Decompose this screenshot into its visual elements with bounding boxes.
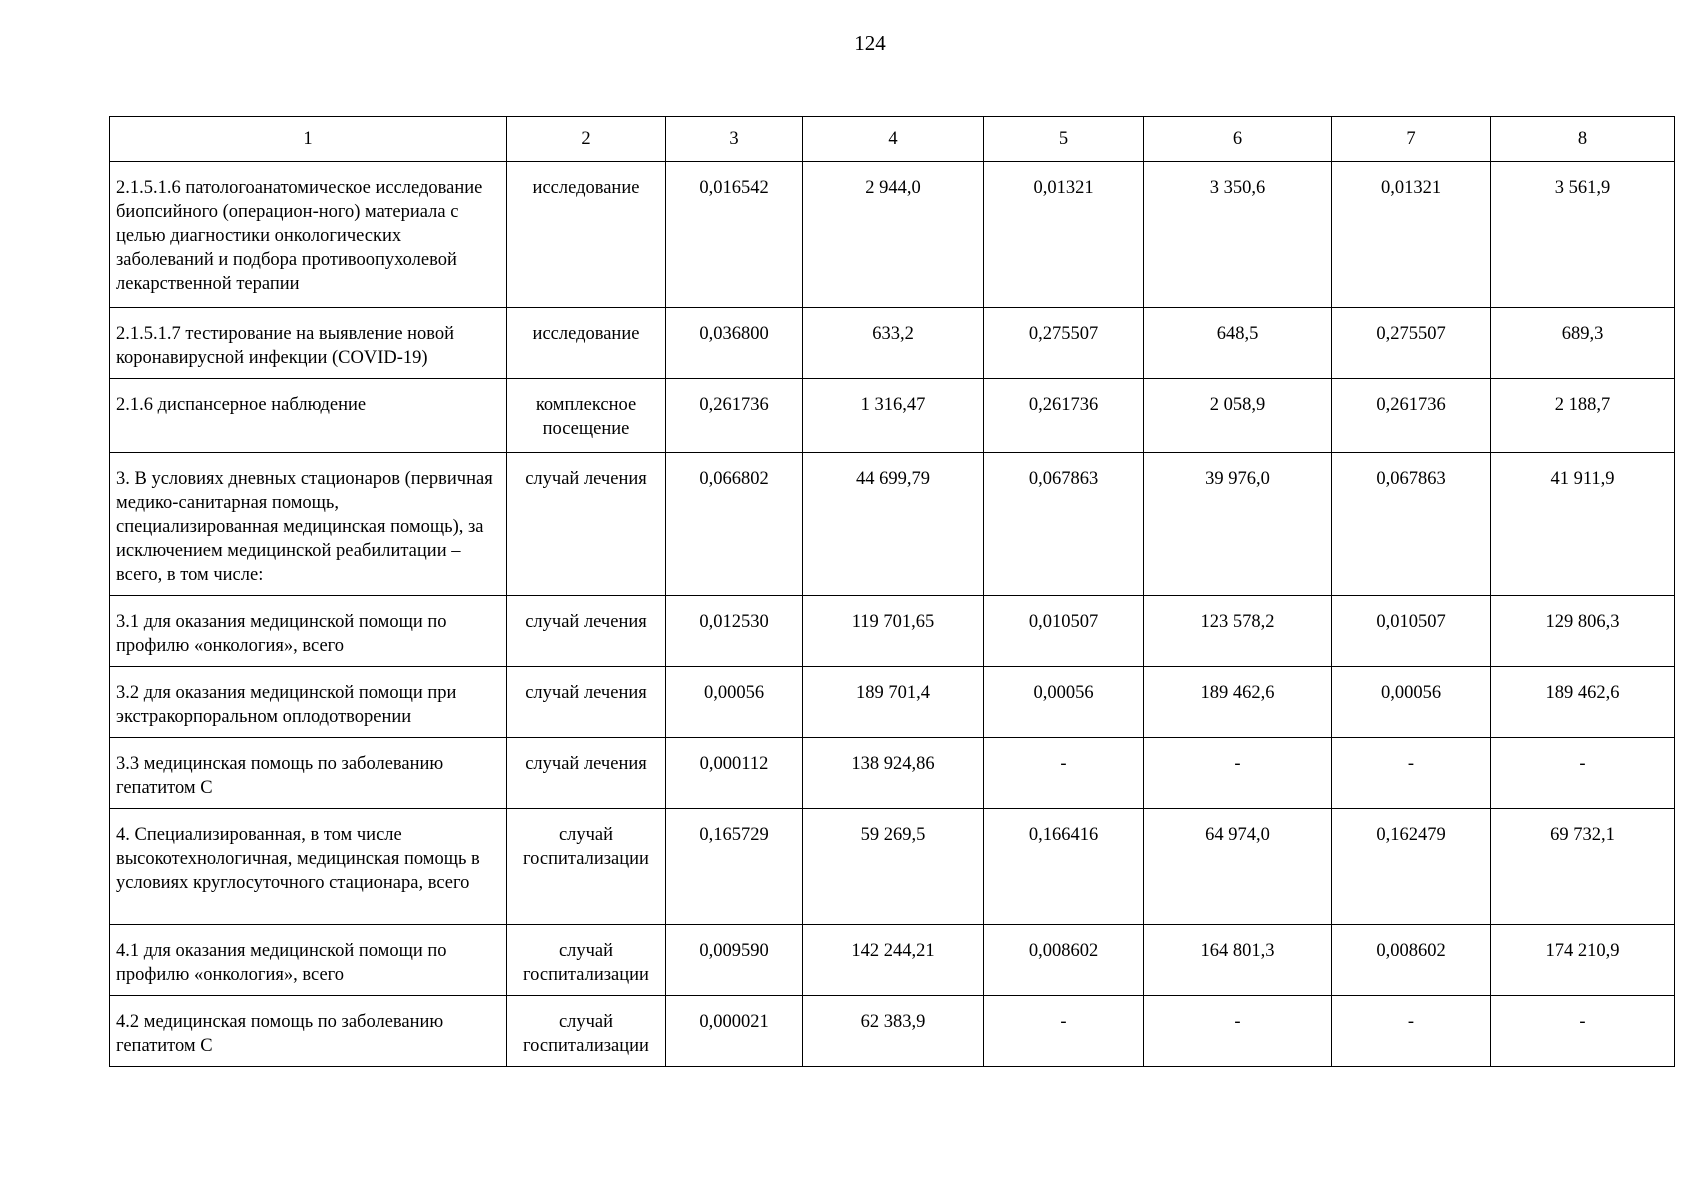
- row-unit: случай лечения: [507, 738, 666, 809]
- table-row: [110, 596, 1675, 667]
- table-row: [110, 667, 1675, 738]
- cell-col7: 0,162479: [1332, 809, 1491, 925]
- row-name: 3.2 для оказания медицинской помощи при экстракорпоральном оплодотворении: [110, 667, 507, 738]
- table-row: [110, 996, 1675, 1067]
- cell-col4: 138 924,86: [803, 738, 984, 809]
- row-unit: случай лечения: [507, 453, 666, 596]
- table-row: [110, 453, 1675, 596]
- cell-col7: -: [1332, 738, 1491, 809]
- cell-col7: 0,010507: [1332, 596, 1491, 667]
- cell-col5: -: [984, 996, 1144, 1067]
- cell-col8: 2 188,7: [1491, 379, 1675, 453]
- table-row: [110, 809, 1675, 925]
- column-header: 1: [110, 117, 507, 162]
- row-name: 4. Специализированная, в том числе высокотехнологичная, медицинская помощь в условиях круглосуточного стационара, всего: [110, 809, 507, 925]
- cell-col6: 64 974,0: [1144, 809, 1332, 925]
- row-unit: случай госпитализации: [507, 925, 666, 996]
- cell-col6: 39 976,0: [1144, 453, 1332, 596]
- row-name: 3. В условиях дневных стационаров (первичная медико-санитарная помощь, специализированная медицинская помощь), за исключением медицинской реабилитации – всего, в том числе:: [110, 453, 507, 596]
- cell-col6: 164 801,3: [1144, 925, 1332, 996]
- cell-col8: 129 806,3: [1491, 596, 1675, 667]
- table-row: [110, 738, 1675, 809]
- cell-col8: 69 732,1: [1491, 809, 1675, 925]
- row-name: 3.1 для оказания медицинской помощи по профилю «онкология», всего: [110, 596, 507, 667]
- cell-col5: -: [984, 738, 1144, 809]
- table-row: [110, 379, 1675, 453]
- row-unit: случай госпитализации: [507, 996, 666, 1067]
- cell-col4: 189 701,4: [803, 667, 984, 738]
- cell-col6: -: [1144, 996, 1332, 1067]
- data-table: [109, 116, 1675, 1067]
- cell-col3: 0,000021: [666, 996, 803, 1067]
- cell-col8: -: [1491, 996, 1675, 1067]
- cell-col4: 59 269,5: [803, 809, 984, 925]
- cell-col4: 2 944,0: [803, 162, 984, 308]
- cell-col7: 0,01321: [1332, 162, 1491, 308]
- cell-col6: 648,5: [1144, 308, 1332, 379]
- cell-col5: 0,275507: [984, 308, 1144, 379]
- cell-col5: 0,166416: [984, 809, 1144, 925]
- cell-col3: 0,261736: [666, 379, 803, 453]
- cell-col3: 0,036800: [666, 308, 803, 379]
- table-row: [110, 162, 1675, 308]
- cell-col3: 0,012530: [666, 596, 803, 667]
- cell-col7: 0,008602: [1332, 925, 1491, 996]
- cell-col7: 0,067863: [1332, 453, 1491, 596]
- cell-col5: 0,261736: [984, 379, 1144, 453]
- row-unit: случай госпитализации: [507, 809, 666, 925]
- column-header: 5: [984, 117, 1144, 162]
- cell-col8: 41 911,9: [1491, 453, 1675, 596]
- cell-col5: 0,008602: [984, 925, 1144, 996]
- row-name: 2.1.5.1.6 патологоанатомическое исследование биопсийного (операцион-ного) материала с целью диагностики онкологических заболеваний и подбора противоопухолевой лекарственной терапии: [110, 162, 507, 308]
- cell-col6: 189 462,6: [1144, 667, 1332, 738]
- cell-col5: 0,00056: [984, 667, 1144, 738]
- cell-col6: -: [1144, 738, 1332, 809]
- row-unit: случай лечения: [507, 667, 666, 738]
- cell-col8: -: [1491, 738, 1675, 809]
- cell-col7: 0,275507: [1332, 308, 1491, 379]
- cell-col3: 0,000112: [666, 738, 803, 809]
- row-unit: исследование: [507, 308, 666, 379]
- cell-col6: 123 578,2: [1144, 596, 1332, 667]
- row-name: 4.2 медицинская помощь по заболеванию гепатитом С: [110, 996, 507, 1067]
- table-header-row: [110, 117, 1675, 162]
- cell-col3: 0,066802: [666, 453, 803, 596]
- cell-col3: 0,009590: [666, 925, 803, 996]
- cell-col3: 0,016542: [666, 162, 803, 308]
- cell-col7: 0,00056: [1332, 667, 1491, 738]
- cell-col5: 0,01321: [984, 162, 1144, 308]
- cell-col7: -: [1332, 996, 1491, 1067]
- row-name: 4.1 для оказания медицинской помощи по профилю «онкология», всего: [110, 925, 507, 996]
- cell-col3: 0,165729: [666, 809, 803, 925]
- cell-col4: 1 316,47: [803, 379, 984, 453]
- column-header: 4: [803, 117, 984, 162]
- cell-col8: 189 462,6: [1491, 667, 1675, 738]
- table-row: [110, 925, 1675, 996]
- column-header: 8: [1491, 117, 1675, 162]
- cell-col4: 633,2: [803, 308, 984, 379]
- cell-col4: 142 244,21: [803, 925, 984, 996]
- cell-col8: 3 561,9: [1491, 162, 1675, 308]
- row-name: 2.1.6 диспансерное наблюдение: [110, 379, 507, 453]
- row-unit: исследование: [507, 162, 666, 308]
- row-unit: случай лечения: [507, 596, 666, 667]
- cell-col6: 2 058,9: [1144, 379, 1332, 453]
- cell-col8: 174 210,9: [1491, 925, 1675, 996]
- row-unit: комплексное посещение: [507, 379, 666, 453]
- cell-col7: 0,261736: [1332, 379, 1491, 453]
- column-header: 6: [1144, 117, 1332, 162]
- cell-col6: 3 350,6: [1144, 162, 1332, 308]
- page-number: 124: [854, 31, 886, 55]
- row-name: 2.1.5.1.7 тестирование на выявление новой коронавирусной инфекции (COVID-19): [110, 308, 507, 379]
- cell-col4: 119 701,65: [803, 596, 984, 667]
- cell-col5: 0,010507: [984, 596, 1144, 667]
- column-header: 2: [507, 117, 666, 162]
- cell-col5: 0,067863: [984, 453, 1144, 596]
- cell-col8: 689,3: [1491, 308, 1675, 379]
- column-header: 3: [666, 117, 803, 162]
- table-row: [110, 308, 1675, 379]
- cell-col4: 62 383,9: [803, 996, 984, 1067]
- column-header: 7: [1332, 117, 1491, 162]
- cell-col3: 0,00056: [666, 667, 803, 738]
- cell-col4: 44 699,79: [803, 453, 984, 596]
- row-name: 3.3 медицинская помощь по заболеванию гепатитом С: [110, 738, 507, 809]
